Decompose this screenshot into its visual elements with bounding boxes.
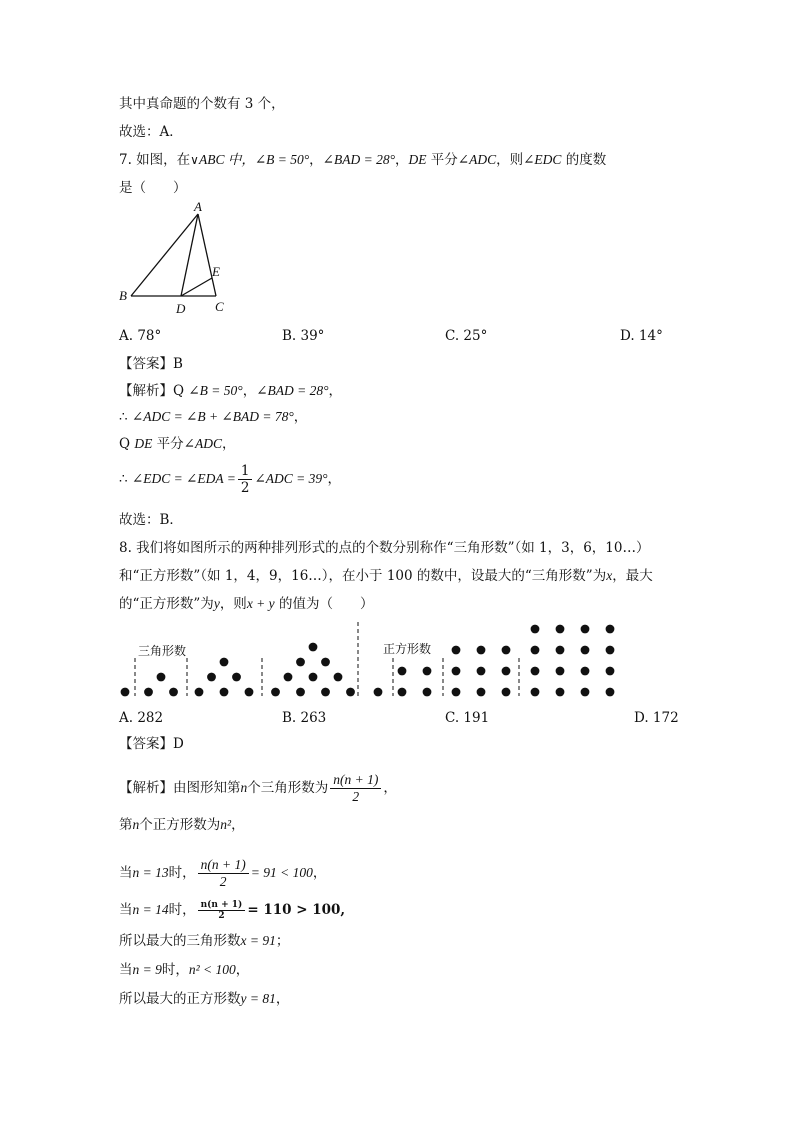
math: = 91 < 100 bbox=[250, 865, 313, 880]
explanation-7-line-4 bbox=[119, 463, 341, 496]
square-dot bbox=[556, 646, 565, 655]
triangle-dot bbox=[207, 673, 216, 682]
math: DE bbox=[134, 436, 153, 451]
square-dot bbox=[581, 688, 590, 697]
square-numbers-label: 正方形数 bbox=[383, 642, 432, 656]
square-dot bbox=[452, 646, 461, 655]
text: ， bbox=[394, 152, 409, 168]
side-ac bbox=[198, 214, 216, 296]
text: 平分 bbox=[152, 436, 184, 452]
text: 的度数 bbox=[561, 152, 607, 168]
text: 时， bbox=[168, 865, 196, 881]
fraction: $\frac{n(n + 1)}{2}$ bbox=[198, 857, 249, 890]
square-dot bbox=[581, 625, 590, 634]
math: ∠ADC bbox=[457, 152, 497, 167]
math: n = 9 bbox=[132, 962, 162, 977]
math: ∠B = 50° bbox=[188, 383, 243, 398]
text-line bbox=[119, 95, 285, 113]
triangle-dot bbox=[271, 688, 280, 697]
side-ab bbox=[131, 214, 198, 296]
square-dot bbox=[531, 688, 540, 697]
math: n bbox=[240, 780, 248, 795]
fraction: $\frac{1}{2}$ bbox=[238, 463, 253, 496]
text: ，则 bbox=[496, 152, 524, 168]
text: 平分 bbox=[426, 152, 458, 168]
text: 所以最大的三角形数 bbox=[119, 933, 241, 949]
math: n² < 100 bbox=[188, 962, 236, 977]
square-dot bbox=[581, 646, 590, 655]
text: 其中真命题的个数有 3 个， bbox=[119, 96, 285, 112]
square-dot bbox=[531, 625, 540, 634]
triangle-dot bbox=[284, 673, 293, 682]
square-dot bbox=[502, 667, 511, 676]
text: 7. 如图，在 bbox=[119, 152, 191, 168]
triangle-dot bbox=[309, 643, 318, 652]
option-a: A. 78° bbox=[119, 328, 162, 344]
text: Q bbox=[119, 436, 135, 452]
triangle-dot bbox=[220, 658, 229, 667]
triangle-dot bbox=[334, 673, 343, 682]
math: ∠B = 50° bbox=[254, 152, 310, 167]
triangle-dot bbox=[296, 658, 305, 667]
triangle-dot bbox=[346, 688, 355, 697]
text: ，最大 bbox=[612, 568, 653, 584]
text: 的值为（ ） bbox=[274, 596, 374, 612]
triangle-dot bbox=[121, 688, 130, 697]
text: ∴ bbox=[119, 471, 132, 487]
text: 第 bbox=[119, 817, 133, 833]
explanation-7-line-3 bbox=[119, 435, 235, 453]
text: ， bbox=[327, 471, 342, 487]
text: ，则 bbox=[219, 596, 247, 612]
segment-de bbox=[181, 278, 212, 296]
question-8-line-2 bbox=[119, 567, 653, 585]
dot-pattern-figure bbox=[112, 618, 632, 702]
text: ， bbox=[328, 383, 342, 399]
explanation-8-line-5 bbox=[119, 932, 289, 950]
square-dot bbox=[477, 667, 486, 676]
square-dot bbox=[556, 688, 565, 697]
square-dot bbox=[531, 646, 540, 655]
triangle-dot bbox=[157, 673, 166, 682]
text: 8. 我们将如图所示的两种排列形式的点的个数分别称作“三角形数”（如 1，3，6，10…） bbox=[119, 540, 650, 556]
triangle-dot bbox=[321, 688, 330, 697]
math: n = 13 bbox=[132, 865, 169, 880]
triangle-dot bbox=[195, 688, 204, 697]
math: ∠ADC = 39° bbox=[254, 471, 328, 486]
square-dot bbox=[423, 688, 432, 697]
math: y = 81 bbox=[240, 991, 276, 1006]
triangle-dot bbox=[169, 688, 178, 697]
math: DE bbox=[408, 152, 427, 167]
text: 【解析】Q bbox=[119, 383, 189, 399]
square-dot bbox=[581, 667, 590, 676]
text: ， bbox=[309, 152, 323, 168]
text: 【答案】B bbox=[119, 356, 183, 372]
square-dot bbox=[606, 667, 615, 676]
math: ∠ADC = ∠B + ∠BAD = 78° bbox=[131, 409, 294, 424]
question-7-stem-cont bbox=[119, 179, 187, 197]
math: ∠BAD = 28° bbox=[256, 383, 329, 398]
square-dot bbox=[452, 667, 461, 676]
math: n² bbox=[220, 817, 232, 832]
triangle-dot bbox=[309, 673, 318, 682]
text: 个三角形数为 bbox=[247, 780, 329, 796]
option-b: B. 263 bbox=[282, 710, 327, 726]
label-d: D bbox=[176, 301, 186, 316]
option-d: D. 172 bbox=[634, 710, 679, 726]
label-c: C bbox=[215, 299, 224, 314]
text: 的“正方形数”为 bbox=[119, 596, 214, 612]
explanation-8-line-1 bbox=[119, 772, 397, 805]
text: 和“正方形数”（如 1，4，9，16…），在小于 100 的数中，设最大的“三角形数”为 bbox=[119, 568, 607, 584]
label-e: E bbox=[212, 264, 220, 279]
text: ， bbox=[383, 780, 397, 796]
text: ， bbox=[275, 991, 290, 1007]
explanation-8-line-6 bbox=[119, 961, 249, 979]
explanation-8-line-3 bbox=[119, 857, 326, 890]
answer-8 bbox=[119, 735, 184, 753]
text: 当 bbox=[119, 962, 133, 978]
text: 故选：A． bbox=[119, 124, 183, 140]
text: 【解析】由图形知第 bbox=[119, 780, 241, 796]
option-c: C. 191 bbox=[445, 710, 490, 726]
square-dot bbox=[502, 688, 511, 697]
answer-7 bbox=[119, 355, 183, 373]
math: ∠ADC bbox=[183, 436, 222, 451]
question-8-line-1 bbox=[119, 539, 649, 557]
text: ， bbox=[221, 436, 236, 452]
triangle-dot bbox=[245, 688, 254, 697]
text-line bbox=[119, 123, 183, 141]
triangle-dot bbox=[321, 658, 330, 667]
fraction: $\frac{n(n + 1)}{2}$ bbox=[330, 772, 381, 805]
text: 所以最大的正方形数 bbox=[119, 991, 241, 1007]
option-d: D. 14° bbox=[620, 328, 663, 344]
text: ， bbox=[293, 409, 308, 425]
text: 时， bbox=[168, 902, 196, 918]
math: x = 91 bbox=[240, 933, 276, 948]
text: ， bbox=[231, 817, 245, 833]
math: ∠EDC bbox=[523, 152, 562, 167]
explanation-8-line-4 bbox=[119, 900, 345, 921]
explanation-7-line-1 bbox=[119, 382, 342, 400]
square-dot bbox=[556, 667, 565, 676]
square-dot bbox=[374, 688, 383, 697]
square-dot bbox=[477, 688, 486, 697]
segment-ad bbox=[181, 214, 198, 296]
label-a: A bbox=[194, 200, 202, 214]
explanation-7-line-2 bbox=[119, 408, 307, 426]
option-c: C. 25° bbox=[445, 328, 488, 344]
square-dot bbox=[556, 625, 565, 634]
text: 时， bbox=[161, 962, 189, 978]
square-dot bbox=[398, 667, 407, 676]
triangle-figure bbox=[112, 200, 242, 320]
square-dot bbox=[606, 625, 615, 634]
question-8-line-3 bbox=[119, 595, 373, 613]
triangle-dot bbox=[220, 688, 229, 697]
text: 个正方形数为 bbox=[139, 817, 221, 833]
triangle-symbol-icon: ∨ bbox=[190, 153, 199, 167]
math: x bbox=[606, 568, 613, 583]
explanation-8-line-2 bbox=[119, 816, 245, 834]
label-b: B bbox=[119, 288, 127, 303]
square-dot bbox=[606, 646, 615, 655]
math: n bbox=[132, 817, 140, 832]
question-7-stem bbox=[119, 151, 606, 169]
text: ， bbox=[242, 383, 257, 399]
fraction: $\frac{n(n + 1)}{2}$ bbox=[198, 900, 246, 921]
text: ∴ bbox=[119, 409, 132, 425]
square-dot bbox=[606, 688, 615, 697]
math: n = 14 bbox=[132, 902, 169, 917]
triangle-dot bbox=[144, 688, 153, 697]
square-dot bbox=[531, 667, 540, 676]
select-7 bbox=[119, 511, 183, 529]
option-b: B. 39° bbox=[282, 328, 325, 344]
math: x + y bbox=[246, 596, 275, 611]
square-dot bbox=[477, 646, 486, 655]
text: 【答案】D bbox=[119, 736, 184, 752]
math: y bbox=[213, 596, 220, 611]
square-dot bbox=[398, 688, 407, 697]
math: = 110 > 100, bbox=[247, 902, 346, 918]
explanation-8-line-7 bbox=[119, 990, 289, 1008]
triangle-dot bbox=[296, 688, 305, 697]
text: 当 bbox=[119, 902, 133, 918]
math: ∠BAD = 28° bbox=[322, 152, 395, 167]
triangle-dot bbox=[232, 673, 241, 682]
square-dot bbox=[423, 667, 432, 676]
text: 故选：B． bbox=[119, 512, 183, 528]
math: ∠EDC = ∠EDA = bbox=[131, 471, 236, 486]
text: ； bbox=[275, 933, 290, 949]
triangle-numbers-label: 三角形数 bbox=[138, 644, 187, 658]
option-a: A. 282 bbox=[119, 710, 164, 726]
square-dot bbox=[502, 646, 511, 655]
text: 当 bbox=[119, 865, 133, 881]
text: ， bbox=[235, 962, 250, 978]
text: ， bbox=[312, 865, 327, 881]
math: ABC 中， bbox=[198, 152, 255, 167]
text: 是（ ） bbox=[119, 180, 187, 196]
square-dot bbox=[452, 688, 461, 697]
